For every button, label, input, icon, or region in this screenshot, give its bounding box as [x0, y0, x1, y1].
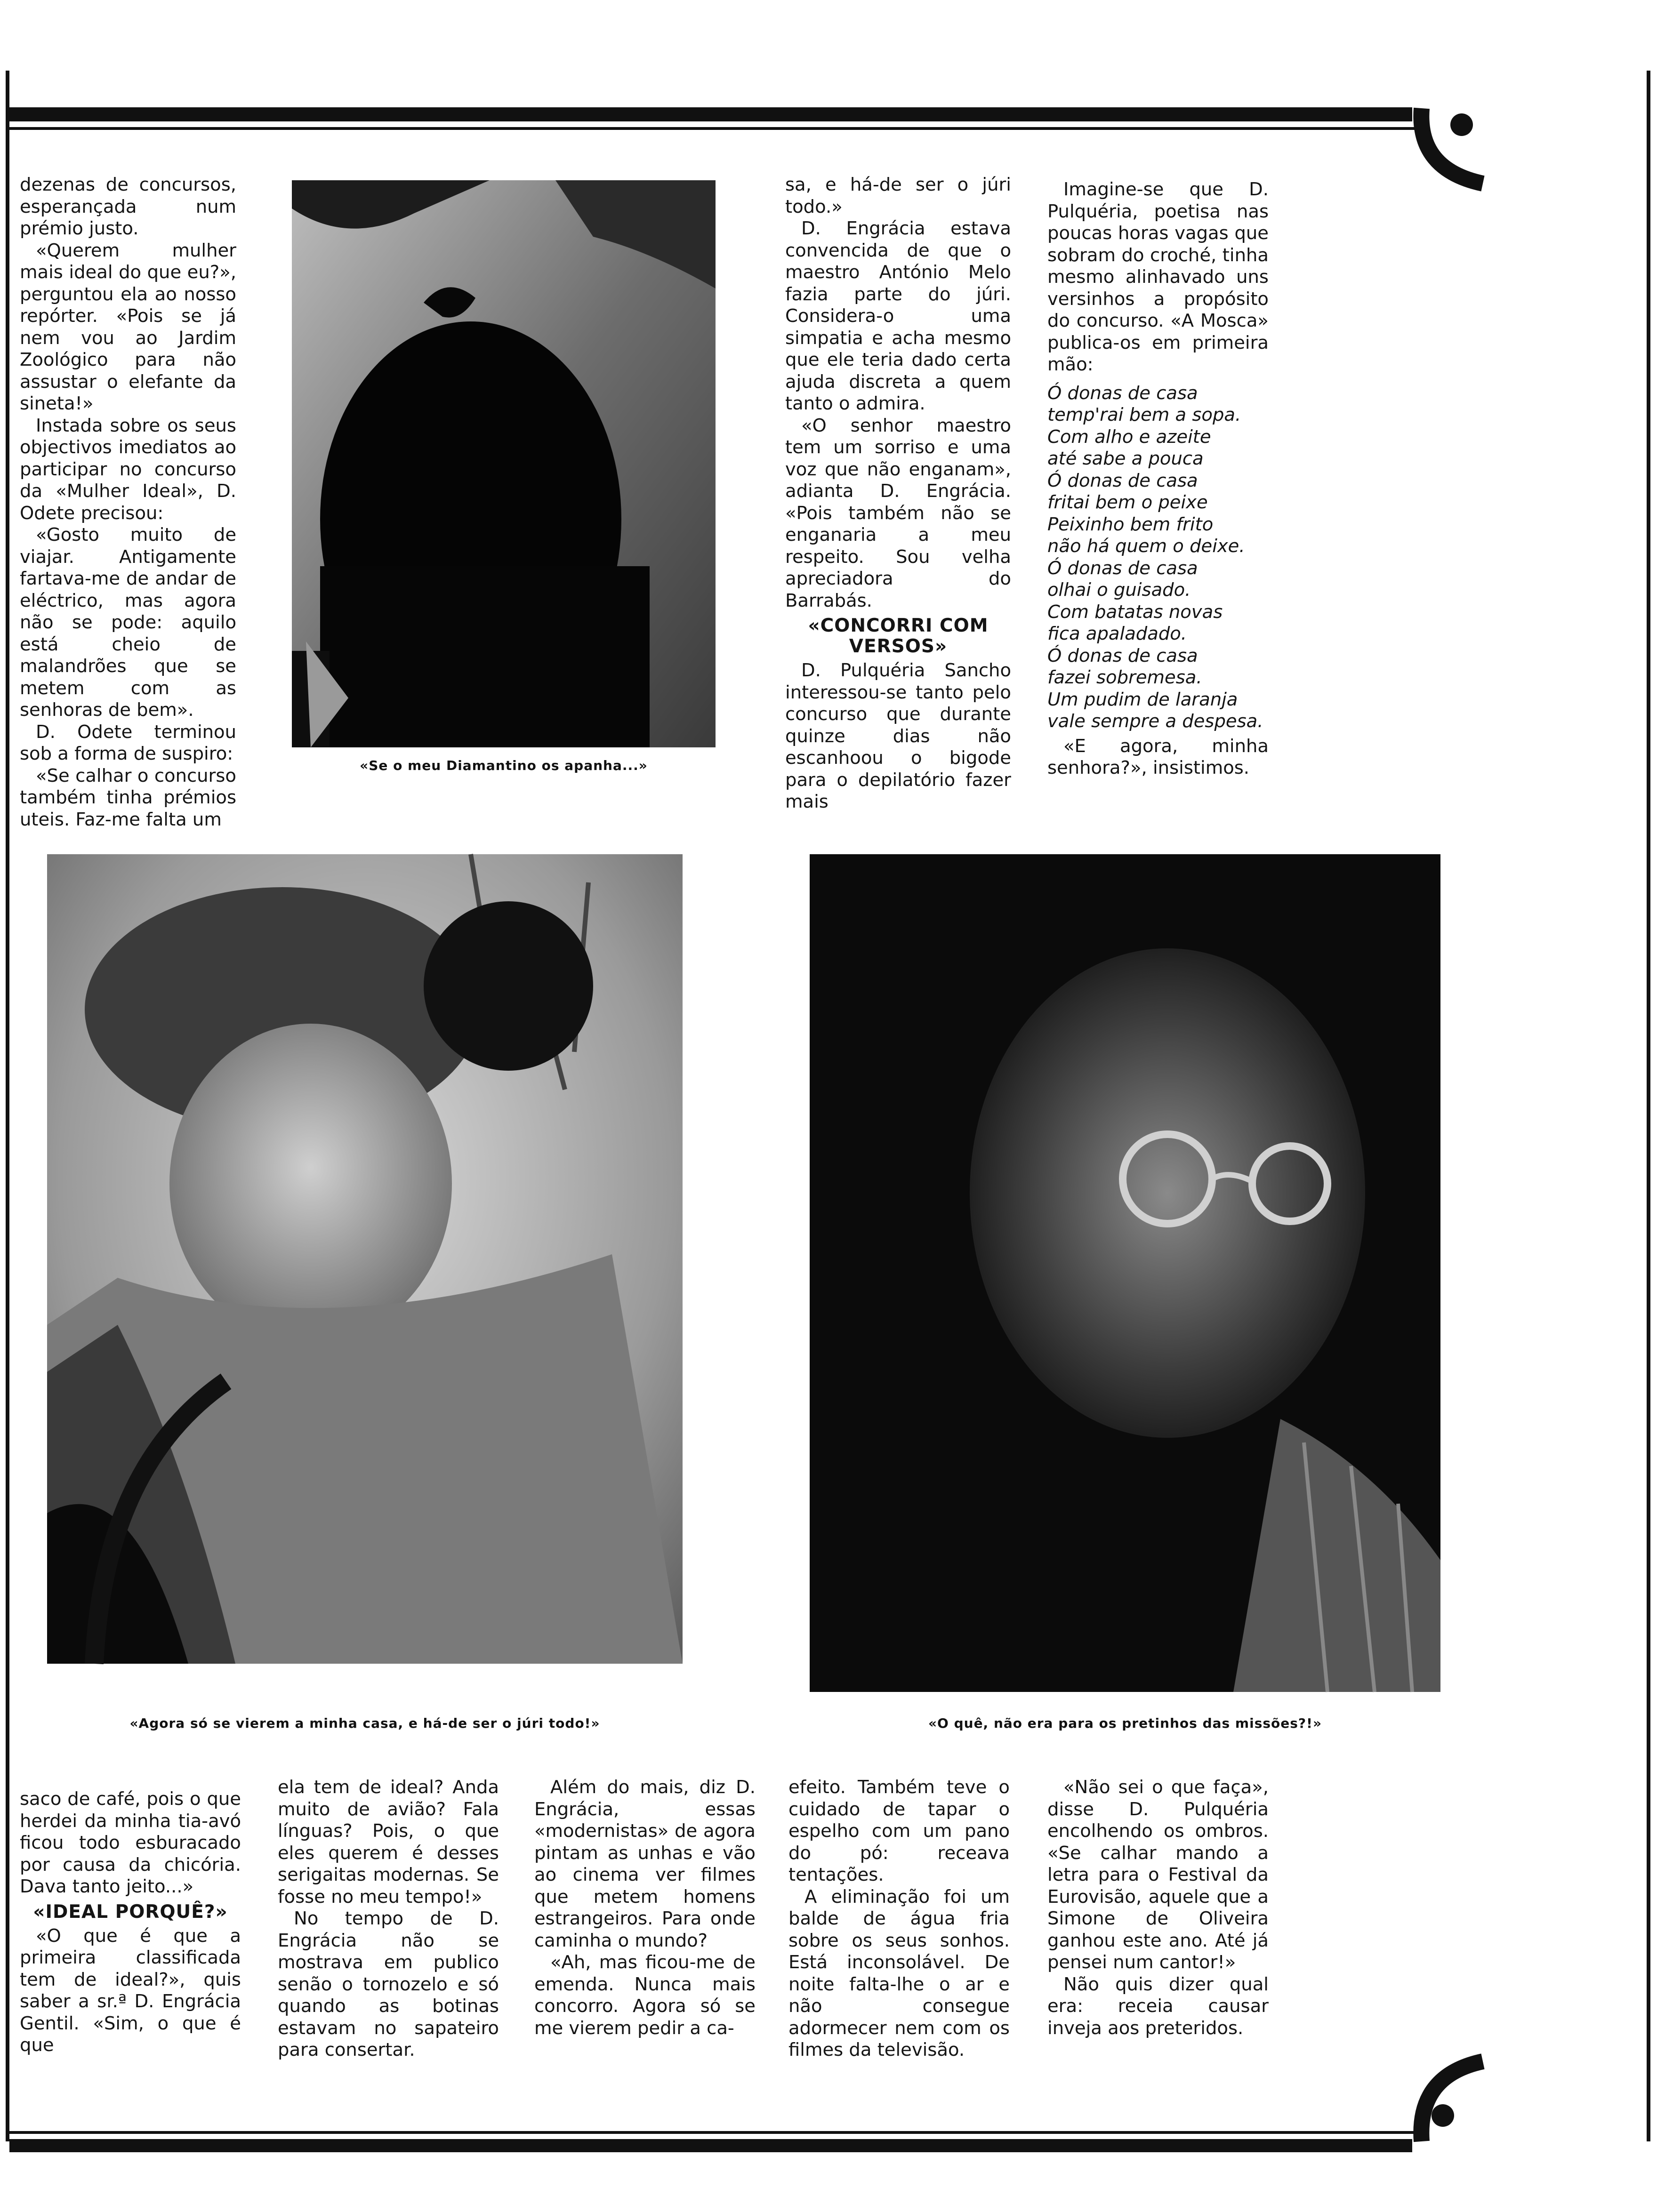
subheading: «IDEAL PORQUÊ?»: [33, 1901, 228, 1923]
paragraph: Além do mais, diz D. Engrácia, essas «modernistas» de agora pintam as unhas e vão ao cinema ver filmes que metem homens estrangeiros. Para onde caminha o mundo?: [534, 1777, 756, 1951]
paragraph: efeito. Também teve o cuidado de tapar o espelho com um pano do pó: receava tentações.: [788, 1777, 1010, 1885]
poem-line: não há quem o deixe.: [1047, 536, 1245, 557]
corner-ornament-top-icon: [1408, 99, 1502, 193]
paragraph: D. Pulquéria Sancho interessou-se tanto pelo concurso que durante quinze dias não escanhoou o bigode para o depilatório fazer mais: [785, 660, 1011, 812]
paragraph: No tempo de D. Engrácia não se mostrava em publico senão o tornozelo e só quando as botinas estavam no sapateiro para consertar.: [278, 1908, 499, 2060]
portrait-man-icon: [810, 854, 1440, 1692]
page-right-border: [1647, 71, 1650, 2141]
bottom-column-5: [1047, 1777, 1269, 2106]
top-column-1: [20, 174, 236, 830]
photo-caption-top: «Se o meu Diamantino os apanha...»: [360, 758, 648, 773]
paragraph: saco de café, pois o que herdei da minha tia-avó ficou todo esburacado por causa da chicória. Dava tanto jeito...»: [20, 1788, 241, 1897]
paragraph: D. Odete terminou sob a forma de suspiro:: [20, 721, 236, 764]
bottom-column-3: [534, 1777, 756, 2106]
portrait-woman-icon: [47, 854, 683, 1664]
paragraph: D. Engrácia estava convencida de que o maestro António Melo fazia parte do júri. Considera-o uma simpatia e acha mesmo que ele teria dado certa ajuda discreta a quem tanto o admira.: [785, 218, 1011, 414]
photo-man-glasses: [810, 854, 1440, 1692]
paragraph: «Ah, mas ficou-me de emenda. Nunca mais concorro. Agora só se me vierem pedir a ca-: [534, 1952, 756, 2039]
paragraph: A eliminação foi um balde de água fria sobre os seus sonhos. Está inconsolável. De noite falta-lhe o ar e não consegue adormecer nem com os filmes da televisão.: [788, 1886, 1010, 2060]
poem-line: Ó donas de casa: [1047, 470, 1198, 491]
bottom-column-2: [278, 1777, 499, 2106]
poem-line: Ó donas de casa: [1047, 382, 1198, 404]
poem-line: Um pudim de laranja: [1047, 689, 1238, 710]
poem-line: vale sempre a despesa.: [1047, 711, 1263, 732]
bottom-column-4: [788, 1777, 1010, 2106]
paragraph: «Querem mulher mais ideal do que eu?», perguntou ela ao nosso repórter. «Pois se já nem vou ao Jardim Zoológico para não assustar o elefante da sineta!»: [20, 240, 236, 414]
photo-silhouette: [292, 180, 716, 747]
top-thick-rule: [9, 107, 1412, 121]
photo-woman-fur-hat: [47, 854, 683, 1664]
silhouette-figure-icon: [292, 180, 716, 747]
poem: [1047, 383, 1269, 733]
poem-line: fica apaladado.: [1047, 623, 1187, 644]
bottom-thick-rule: [9, 2139, 1412, 2152]
bottom-column-1: [20, 1788, 241, 2118]
paragraph: ela tem de ideal? Anda muito de avião? Fala línguas? Pois, o que eles querem é desses serigaitas modernas. Se fosse no meu tempo!»: [278, 1777, 499, 1907]
poem-line: olhai o guisado.: [1047, 579, 1191, 601]
paragraph: dezenas de concursos, esperançada num prémio justo.: [20, 174, 236, 239]
paragraph: «Gosto muito de viajar. Antigamente fartava-me de andar de eléctrico, mas agora não se pode: aquilo está cheio de malandrões que se metem com as senhoras de bem».: [20, 524, 236, 721]
poem-line: Ó donas de casa: [1047, 645, 1198, 666]
paragraph: Instada sobre os seus objectivos imediatos ao participar no concurso da «Mulher Ideal», D. Odete precisou:: [20, 415, 236, 524]
paragraph: «Se calhar o concurso também tinha prémios uteis. Faz-me falta um: [20, 765, 236, 830]
photo-caption-right: «O quê, não era para os pretinhos das missões?!»: [928, 1715, 1322, 1731]
poem-line: fritai bem o peixe: [1047, 492, 1208, 513]
poem-line: fazei sobremesa.: [1047, 667, 1202, 688]
poem-line: Ó donas de casa: [1047, 557, 1198, 579]
top-thin-rule: [9, 127, 1417, 130]
poem-line: Com batatas novas: [1047, 601, 1223, 623]
poem-line: temp'rai bem a sopa.: [1047, 404, 1241, 425]
paragraph: «Não sei o que faça», disse D. Pulquéria encolhendo os ombros. «Se calhar mando a letra para o Festival da Eurovisão, aquele que a Simone de Oliveira ganhou este ano. Até já pensei num cantor!»: [1047, 1777, 1269, 1973]
photo-caption-left: «Agora só se vierem a minha casa, e há-de ser o júri todo!»: [129, 1715, 600, 1731]
corner-ornament-bottom-icon: [1408, 2047, 1502, 2151]
paragraph: Não quis dizer qual era: receia causar inveja aos preteridos.: [1047, 1973, 1269, 2039]
poem-line: Com alho e azeite: [1047, 426, 1211, 448]
page-left-border: [6, 71, 9, 2141]
paragraph: «O senhor maestro tem um sorriso e uma voz que não enganam», adianta D. Engrácia. «Pois também não se enganaria a meu respeito. Sou velha apreciadora do Barrabás.: [785, 415, 1011, 611]
paragraph: «O que é que a primeira classificada tem de ideal?», quis saber a sr.ª D. Engrácia Gentil. «Sim, o que é que: [20, 1925, 241, 2056]
poem-line: até sabe a pouca: [1047, 448, 1204, 469]
paragraph: Imagine-se que D. Pulquéria, poetisa nas poucas horas vagas que sobram do croché, tinha mesmo alinhavado uns versinhos a propósito do concurso. «A Mosca» publica-os em primeira mão:: [1047, 179, 1269, 375]
subheading: «CONCORRI COM VERSOS»: [808, 615, 989, 657]
paragraph: sa, e há-de ser o júri todo.»: [785, 174, 1011, 217]
bottom-thin-rule: [9, 2131, 1417, 2134]
poem-line: Peixinho bem frito: [1047, 513, 1214, 535]
top-column-3: [785, 174, 1011, 812]
paragraph: «E agora, minha senhora?», insistimos.: [1047, 735, 1269, 778]
top-column-4: [1047, 179, 1269, 781]
